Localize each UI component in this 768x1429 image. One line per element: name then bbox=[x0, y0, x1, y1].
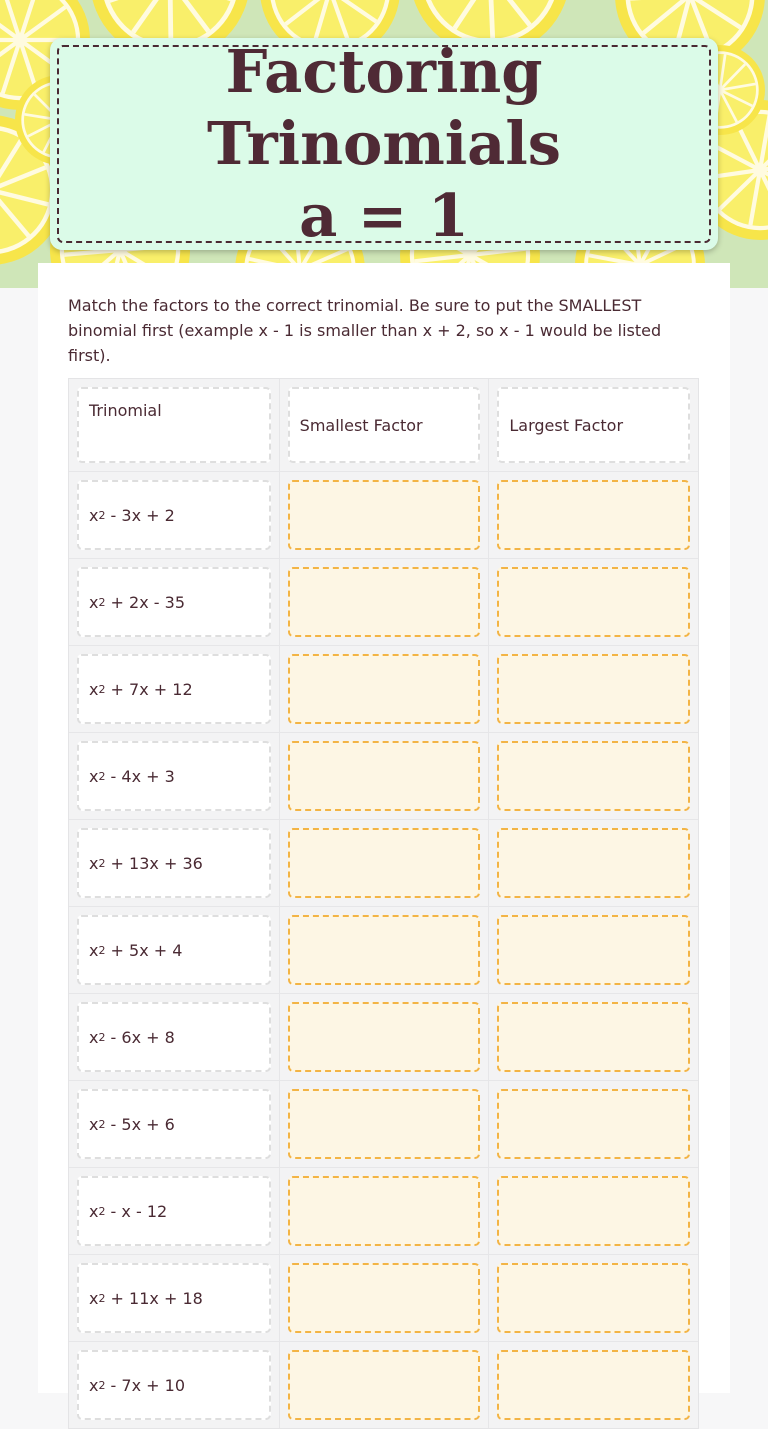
trinomial-rest: + 5x + 4 bbox=[105, 940, 183, 960]
worksheet bbox=[38, 263, 730, 1393]
largest-factor-cell bbox=[488, 1081, 698, 1167]
trinomial-rest: + 11x + 18 bbox=[105, 1288, 203, 1308]
smallest-factor-cell bbox=[279, 907, 489, 993]
trinomial-label[interactable] bbox=[77, 915, 271, 985]
trinomial-base: x bbox=[89, 505, 99, 525]
trinomial-exponent: 2 bbox=[98, 595, 106, 609]
trinomial-label[interactable] bbox=[77, 1263, 271, 1333]
trinomial-cell bbox=[69, 559, 279, 645]
table-row bbox=[69, 471, 698, 558]
trinomial-label[interactable] bbox=[77, 1350, 271, 1420]
largest-factor-cell bbox=[488, 994, 698, 1080]
largest-factor-dropzone[interactable] bbox=[497, 1002, 690, 1072]
trinomial-rest: + 7x + 12 bbox=[105, 679, 193, 699]
trinomial-rest: - 6x + 8 bbox=[105, 1027, 175, 1047]
largest-factor-cell bbox=[488, 1255, 698, 1341]
trinomial-cell bbox=[69, 1168, 279, 1254]
header-trinomial: Trinomial bbox=[77, 387, 271, 463]
smallest-factor-dropzone[interactable] bbox=[288, 915, 481, 985]
trinomial-label[interactable] bbox=[77, 828, 271, 898]
smallest-factor-cell bbox=[279, 733, 489, 819]
largest-factor-dropzone[interactable] bbox=[497, 567, 690, 637]
largest-factor-dropzone[interactable] bbox=[497, 1263, 690, 1333]
trinomial-cell bbox=[69, 1342, 279, 1428]
smallest-factor-dropzone[interactable] bbox=[288, 741, 481, 811]
trinomial-cell bbox=[69, 1081, 279, 1167]
trinomial-exponent: 2 bbox=[98, 943, 106, 957]
smallest-factor-cell bbox=[279, 1081, 489, 1167]
table-row bbox=[69, 732, 698, 819]
trinomial-exponent: 2 bbox=[98, 508, 106, 522]
trinomial-cell bbox=[69, 907, 279, 993]
trinomial-exponent: 2 bbox=[98, 682, 106, 696]
smallest-factor-dropzone[interactable] bbox=[288, 480, 481, 550]
trinomial-cell bbox=[69, 733, 279, 819]
trinomial-rest: - 4x + 3 bbox=[105, 766, 175, 786]
largest-factor-cell bbox=[488, 907, 698, 993]
trinomial-label[interactable] bbox=[77, 567, 271, 637]
trinomial-cell bbox=[69, 646, 279, 732]
trinomial-cell bbox=[69, 820, 279, 906]
title-frame bbox=[57, 37, 711, 250]
header-largest-factor: Largest Factor bbox=[497, 387, 690, 463]
trinomial-base: x bbox=[89, 679, 99, 699]
largest-factor-dropzone[interactable] bbox=[497, 654, 690, 724]
smallest-factor-cell bbox=[279, 559, 489, 645]
trinomial-rest: - 3x + 2 bbox=[105, 505, 175, 525]
largest-factor-cell bbox=[488, 559, 698, 645]
smallest-factor-dropzone[interactable] bbox=[288, 1176, 481, 1246]
header-smallest-factor: Smallest Factor bbox=[288, 387, 481, 463]
trinomial-label[interactable] bbox=[77, 1002, 271, 1072]
trinomial-exponent: 2 bbox=[98, 1378, 106, 1392]
table-row bbox=[69, 1167, 698, 1254]
page-title bbox=[59, 36, 709, 252]
largest-factor-dropzone[interactable] bbox=[497, 828, 690, 898]
smallest-factor-dropzone[interactable] bbox=[288, 1089, 481, 1159]
largest-factor-cell bbox=[488, 1342, 698, 1428]
largest-factor-cell bbox=[488, 1168, 698, 1254]
matching-table bbox=[68, 378, 699, 1429]
table-row bbox=[69, 1080, 698, 1167]
trinomial-rest: - 7x + 10 bbox=[105, 1375, 185, 1395]
smallest-factor-cell bbox=[279, 1342, 489, 1428]
smallest-factor-dropzone[interactable] bbox=[288, 567, 481, 637]
table-row bbox=[69, 645, 698, 732]
largest-factor-dropzone[interactable] bbox=[497, 741, 690, 811]
smallest-factor-cell bbox=[279, 646, 489, 732]
smallest-factor-dropzone[interactable] bbox=[288, 1002, 481, 1072]
trinomial-cell bbox=[69, 1255, 279, 1341]
largest-factor-cell bbox=[488, 820, 698, 906]
trinomial-base: x bbox=[89, 1201, 99, 1221]
trinomial-exponent: 2 bbox=[98, 1030, 106, 1044]
smallest-factor-dropzone[interactable] bbox=[288, 654, 481, 724]
trinomial-exponent: 2 bbox=[98, 1291, 106, 1305]
smallest-factor-dropzone[interactable] bbox=[288, 1350, 481, 1420]
trinomial-label[interactable] bbox=[77, 741, 271, 811]
smallest-factor-dropzone[interactable] bbox=[288, 828, 481, 898]
trinomial-exponent: 2 bbox=[98, 1117, 106, 1131]
smallest-factor-cell bbox=[279, 820, 489, 906]
trinomial-rest: + 13x + 36 bbox=[105, 853, 203, 873]
smallest-factor-dropzone[interactable] bbox=[288, 1263, 481, 1333]
trinomial-base: x bbox=[89, 592, 99, 612]
trinomial-cell bbox=[69, 994, 279, 1080]
trinomial-exponent: 2 bbox=[98, 1204, 106, 1218]
trinomial-rest: - 5x + 6 bbox=[105, 1114, 175, 1134]
largest-factor-dropzone[interactable] bbox=[497, 480, 690, 550]
trinomial-exponent: 2 bbox=[98, 856, 106, 870]
trinomial-label[interactable] bbox=[77, 480, 271, 550]
header-cell-trinomial bbox=[69, 379, 279, 471]
smallest-factor-cell bbox=[279, 1255, 489, 1341]
header-cell-smallest bbox=[279, 379, 489, 471]
trinomial-base: x bbox=[89, 1288, 99, 1308]
trinomial-rest: - x - 12 bbox=[105, 1201, 168, 1221]
trinomial-label[interactable] bbox=[77, 654, 271, 724]
table-row bbox=[69, 1254, 698, 1341]
trinomial-rest: + 2x - 35 bbox=[105, 592, 185, 612]
trinomial-base: x bbox=[89, 853, 99, 873]
trinomial-base: x bbox=[89, 1114, 99, 1134]
title-line-2: a = 1 bbox=[299, 181, 469, 250]
table-header-row bbox=[69, 379, 698, 471]
trinomial-label[interactable] bbox=[77, 1176, 271, 1246]
trinomial-base: x bbox=[89, 1375, 99, 1395]
trinomial-base: x bbox=[89, 1027, 99, 1047]
trinomial-base: x bbox=[89, 940, 99, 960]
largest-factor-dropzone[interactable] bbox=[497, 1350, 690, 1420]
largest-factor-cell bbox=[488, 646, 698, 732]
largest-factor-dropzone[interactable] bbox=[497, 1176, 690, 1246]
largest-factor-cell bbox=[488, 472, 698, 558]
trinomial-label[interactable] bbox=[77, 1089, 271, 1159]
smallest-factor-cell bbox=[279, 994, 489, 1080]
trinomial-cell bbox=[69, 472, 279, 558]
largest-factor-cell bbox=[488, 733, 698, 819]
table-row bbox=[69, 906, 698, 993]
trinomial-exponent: 2 bbox=[98, 769, 106, 783]
table-row bbox=[69, 993, 698, 1080]
table-row bbox=[69, 819, 698, 906]
title-line-1: Factoring Trinomials bbox=[206, 37, 562, 178]
table-row bbox=[69, 558, 698, 645]
smallest-factor-cell bbox=[279, 472, 489, 558]
largest-factor-dropzone[interactable] bbox=[497, 1089, 690, 1159]
smallest-factor-cell bbox=[279, 1168, 489, 1254]
table-row bbox=[69, 1341, 698, 1428]
trinomial-base: x bbox=[89, 766, 99, 786]
header-cell-largest bbox=[488, 379, 698, 471]
title-card bbox=[50, 38, 718, 250]
largest-factor-dropzone[interactable] bbox=[497, 915, 690, 985]
instructions-text: Match the factors to the correct trinomial. Be sure to put the SMALLEST binomial first (example x - 1 is smaller than x + 2, so x - 1 would be listed first). bbox=[68, 296, 662, 365]
